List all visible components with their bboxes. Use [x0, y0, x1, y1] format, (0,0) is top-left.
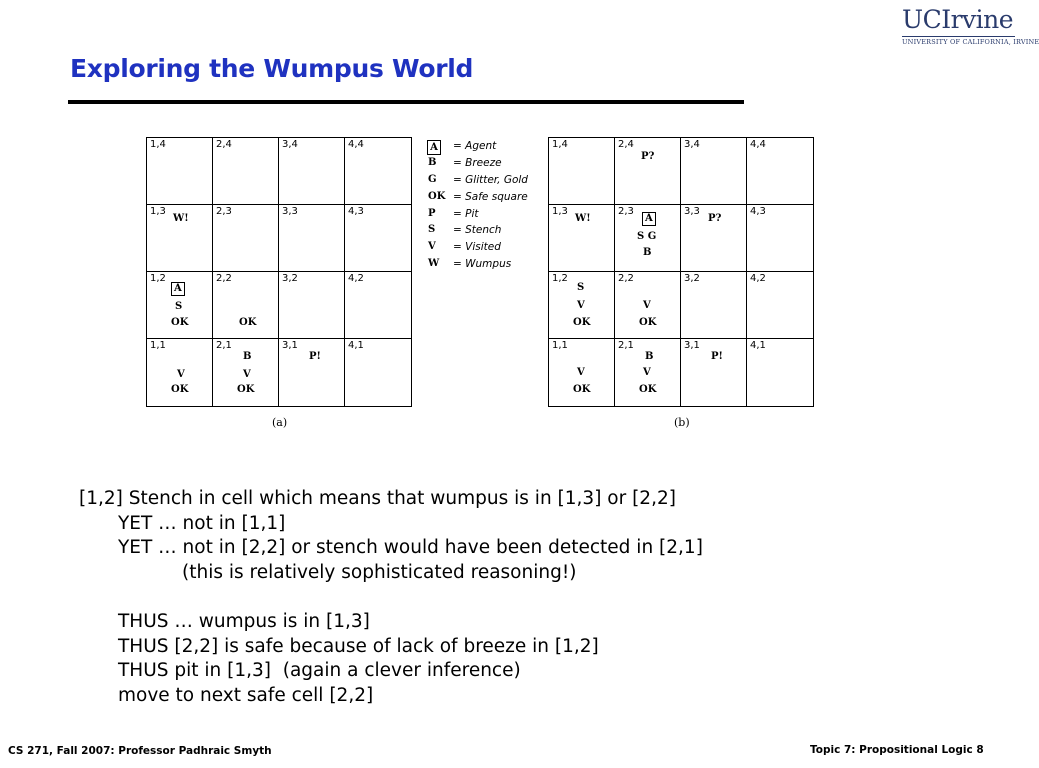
wumpus-grid-a: [146, 137, 412, 407]
body-line: (this is relatively sophisticated reasoning!): [182, 561, 577, 583]
cell-marker: P?: [708, 213, 722, 224]
legend-description: = Agent: [453, 140, 497, 152]
cell-coordinate: 3,1: [282, 340, 298, 351]
logo-divider: [902, 36, 1015, 37]
cell-coordinate: 1,3: [150, 206, 166, 217]
legend-item: [427, 191, 547, 208]
cell-coordinate: 4,2: [348, 273, 364, 284]
title-underline: [68, 100, 744, 104]
grid-cell: [549, 339, 615, 406]
footer-course: CS 271, Fall 2007: Professor Padhraic Smyth: [8, 745, 272, 757]
cell-marker: W!: [575, 213, 591, 224]
cell-coordinate: 4,3: [750, 206, 766, 217]
cell-marker: A: [642, 212, 656, 226]
cell-marker: V: [577, 300, 585, 311]
grid-cell: [345, 339, 411, 406]
cell-marker: P!: [309, 351, 321, 362]
body-line: [1,2] Stench in cell which means that wumpus is in [1,3] or [2,2]: [79, 488, 676, 509]
cell-coordinate: 4,4: [348, 139, 364, 150]
grid-cell: [147, 205, 213, 272]
slide-title: Exploring the Wumpus World: [70, 54, 474, 83]
cell-coordinate: 3,4: [684, 139, 700, 150]
body-line: YET … not in [1,1]: [118, 512, 286, 534]
legend-item: [427, 140, 547, 157]
grid-cell: [681, 339, 747, 406]
cell-marker: OK: [171, 384, 189, 395]
cell-marker: V: [643, 367, 651, 378]
cell-marker: P!: [711, 351, 723, 362]
cell-coordinate: 2,1: [216, 340, 232, 351]
logo-wordmark: UCIrvine: [902, 5, 1014, 34]
cell-coordinate: 2,2: [216, 273, 232, 284]
cell-marker: OK: [171, 317, 189, 328]
grid-cell: [213, 138, 279, 205]
cell-coordinate: 4,2: [750, 273, 766, 284]
legend-item: [427, 241, 547, 258]
grid-cell: [549, 138, 615, 205]
grid-cell: [549, 272, 615, 339]
cell-coordinate: 1,3: [552, 206, 568, 217]
body-line: THUS [2,2] is safe because of lack of breeze in [1,2]: [118, 635, 599, 657]
cell-coordinate: 2,4: [216, 139, 232, 150]
cell-coordinate: 1,4: [552, 139, 568, 150]
grid-cell: [615, 205, 681, 272]
cell-marker: B: [643, 247, 652, 258]
cell-coordinate: 2,2: [618, 273, 634, 284]
grid-cell: [279, 272, 345, 339]
body-line: move to next safe cell [2,2]: [118, 684, 374, 706]
cell-marker: OK: [573, 317, 591, 328]
body-line: THUS … wumpus is in [1,3]: [118, 610, 370, 632]
legend-item: [427, 208, 547, 225]
body-line: [79, 585, 703, 610]
grid-cell: [279, 339, 345, 406]
grid-cell: [345, 138, 411, 205]
cell-coordinate: 2,1: [618, 340, 634, 351]
grid-cell: [345, 205, 411, 272]
cell-coordinate: 3,2: [684, 273, 700, 284]
legend-symbol: A: [427, 140, 441, 155]
legend-item: [427, 258, 547, 275]
legend-item: [427, 224, 547, 241]
caption-b: (b): [674, 416, 690, 429]
legend-description: = Glitter, Gold: [453, 173, 528, 186]
cell-coordinate: 1,4: [150, 139, 166, 150]
grid-cell: [681, 138, 747, 205]
cell-marker: V: [177, 369, 185, 380]
legend-symbol: W: [428, 258, 440, 270]
grid-cell: [747, 138, 813, 205]
cell-marker: B: [243, 351, 252, 362]
legend-description: = Visited: [453, 241, 501, 254]
legend: [427, 140, 547, 275]
grid-cell: [279, 138, 345, 205]
cell-marker: OK: [573, 384, 591, 395]
cell-marker: S: [175, 301, 183, 312]
cell-coordinate: 4,3: [348, 206, 364, 217]
grid-cell: [747, 205, 813, 272]
body-line: YET … not in [2,2] or stench would have been detected in [2,1]: [118, 537, 703, 559]
cell-marker: W!: [173, 213, 189, 224]
legend-symbol: OK: [428, 190, 446, 202]
grid-cell: [213, 272, 279, 339]
grid-cell: [213, 205, 279, 272]
legend-symbol: G: [428, 173, 437, 185]
grid-cell: [279, 205, 345, 272]
cell-coordinate: 1,2: [150, 273, 166, 284]
cell-coordinate: 3,3: [282, 206, 298, 217]
cell-marker: V: [243, 369, 251, 380]
grid-cell: [147, 272, 213, 339]
legend-item: [427, 174, 547, 191]
cell-marker: OK: [639, 317, 657, 328]
legend-symbol: V: [428, 241, 436, 253]
grid-cell: [615, 138, 681, 205]
cell-marker: B: [645, 351, 654, 362]
grid-cell: [615, 272, 681, 339]
cell-coordinate: 3,2: [282, 273, 298, 284]
body-line: THUS pit in [1,3] (again a clever inference): [118, 660, 521, 682]
legend-description: = Safe square: [453, 190, 528, 203]
cell-marker: OK: [237, 384, 255, 395]
cell-coordinate: 3,3: [684, 206, 700, 217]
cell-marker: A: [171, 282, 185, 296]
legend-description: = Breeze: [453, 156, 502, 169]
cell-coordinate: 4,4: [750, 139, 766, 150]
legend-symbol: B: [428, 156, 437, 168]
legend-symbol: P: [428, 207, 436, 219]
legend-symbol: S: [428, 224, 436, 236]
grid-cell: [681, 205, 747, 272]
grid-cell: [615, 339, 681, 406]
grid-cell: [549, 205, 615, 272]
cell-marker: S: [577, 282, 585, 293]
cell-coordinate: 3,1: [684, 340, 700, 351]
cell-marker: OK: [639, 384, 657, 395]
grid-cell: [681, 272, 747, 339]
grid-cell: [147, 138, 213, 205]
legend-description: = Stench: [453, 224, 502, 237]
cell-marker: V: [577, 367, 585, 378]
cell-coordinate: 4,1: [348, 340, 364, 351]
grid-cell: [213, 339, 279, 406]
caption-a: (a): [272, 416, 288, 429]
grid-cell: [747, 272, 813, 339]
grid-cell: [147, 339, 213, 406]
footer-topic: Topic 7: Propositional Logic 8: [810, 744, 984, 756]
legend-item: [427, 157, 547, 174]
cell-coordinate: 2,3: [618, 206, 634, 217]
cell-coordinate: 2,4: [618, 139, 634, 150]
cell-coordinate: 3,4: [282, 139, 298, 150]
logo-subtitle: UNIVERSITY OF CALIFORNIA, IRVINE: [902, 38, 1039, 46]
uci-logo: [902, 5, 1039, 46]
cell-marker: V: [643, 300, 651, 311]
wumpus-grid-b: [548, 137, 814, 407]
grid-cell: [747, 339, 813, 406]
cell-marker: P?: [641, 151, 655, 162]
legend-description: = Pit: [453, 207, 479, 220]
legend-description: = Wumpus: [453, 258, 512, 271]
explanation-text: [79, 487, 703, 708]
cell-coordinate: 1,2: [552, 273, 568, 284]
cell-marker: OK: [239, 317, 257, 328]
cell-coordinate: 2,3: [216, 206, 232, 217]
cell-coordinate: 1,1: [150, 340, 166, 351]
cell-coordinate: 1,1: [552, 340, 568, 351]
cell-coordinate: 4,1: [750, 340, 766, 351]
grid-cell: [345, 272, 411, 339]
cell-marker: S G: [637, 231, 657, 242]
